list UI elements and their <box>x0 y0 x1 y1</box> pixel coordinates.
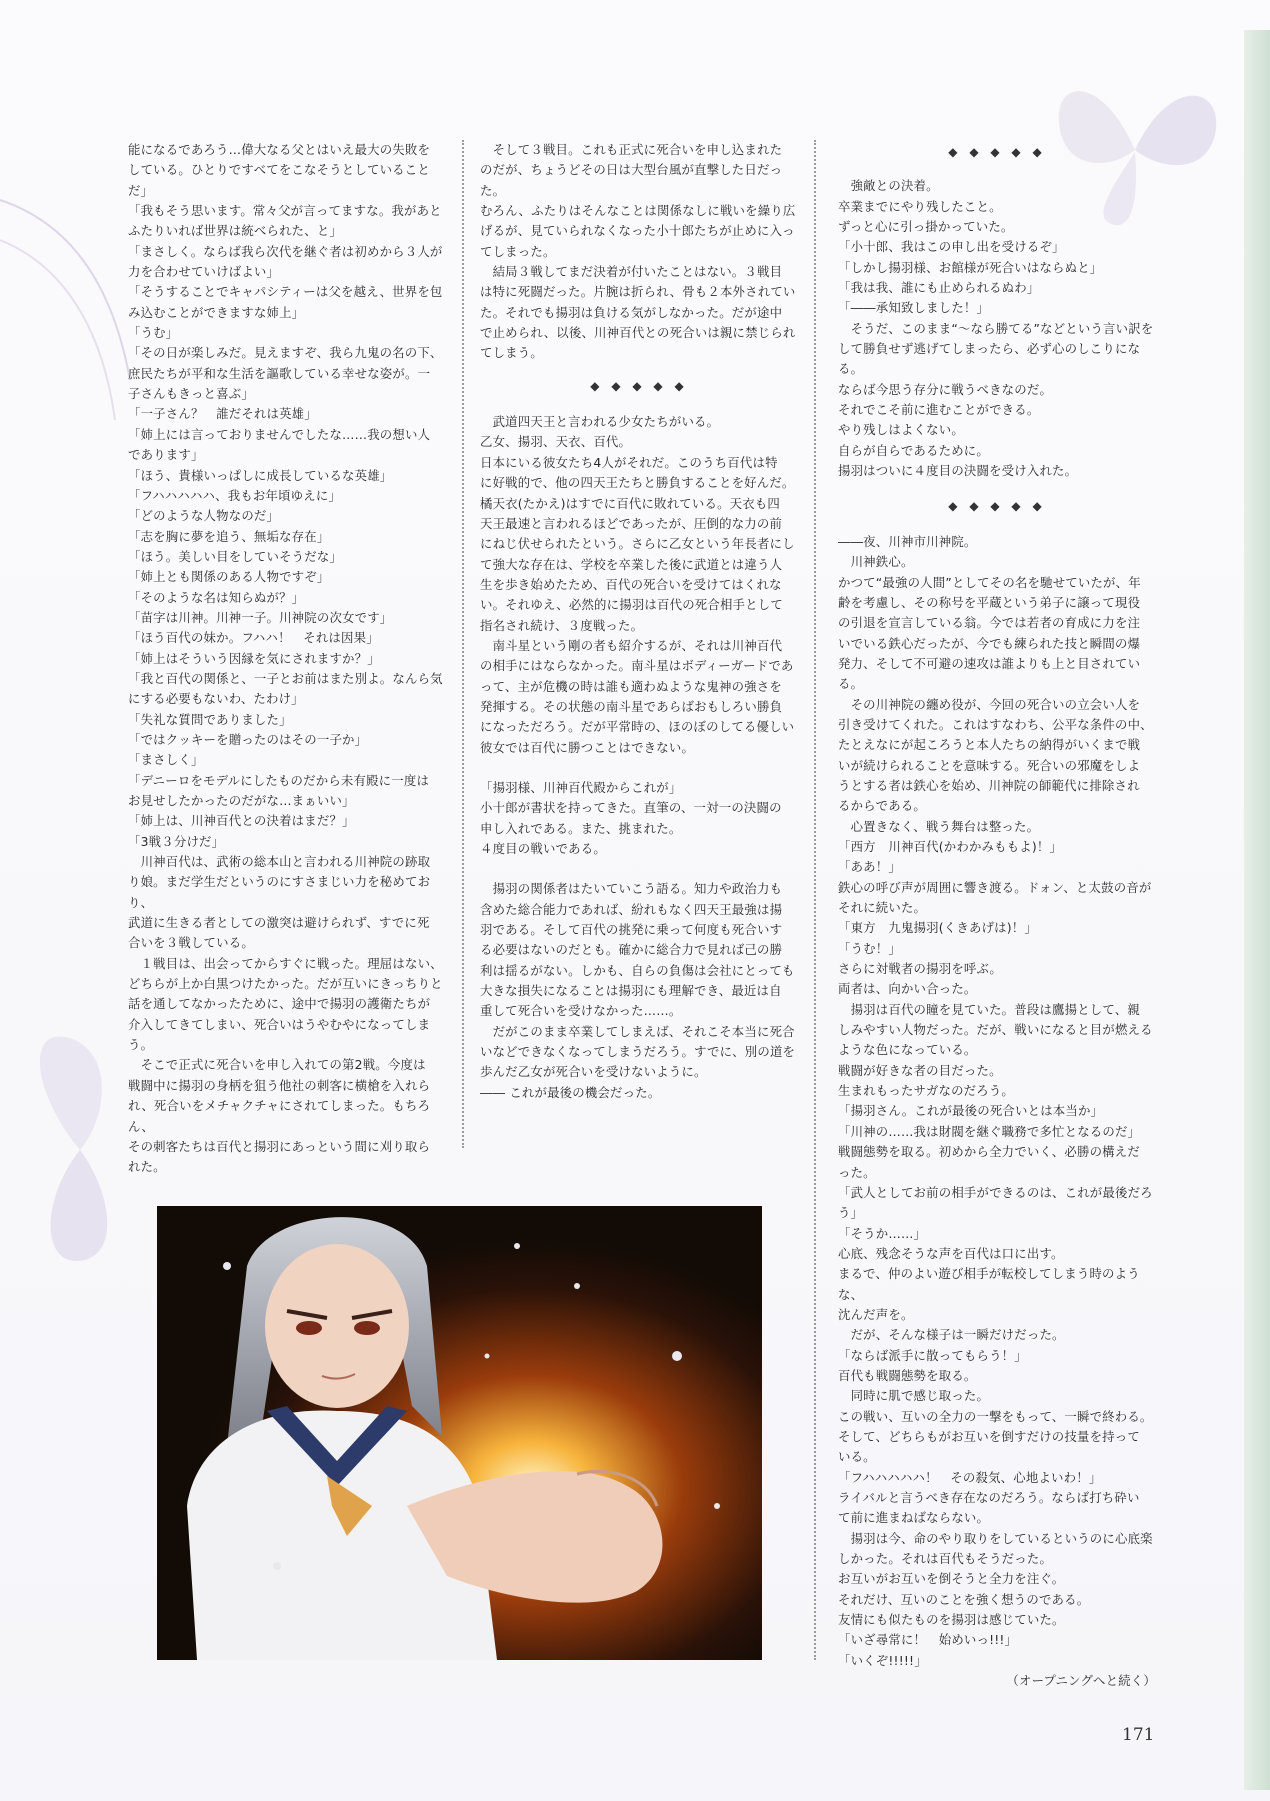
text-line: たとえなにが起ころうと本人たちの納得がいくまで戦 <box>838 737 1141 753</box>
text-line: して勝負せず逃げてしまったら、必ず心のしこりになる。 <box>838 341 1141 377</box>
text-line: １戦目は、出会ってからすぐに戦った。理屈はない、 <box>128 955 443 971</box>
text-line: 「ああ！」 <box>838 859 901 875</box>
text-line: のだが、ちょうどその日は大型台風が直撃した日だった。 <box>480 162 783 198</box>
text-line: 「我もそう思います。常々父が言ってますな。我があと <box>128 203 442 219</box>
text-line: 強敵との決着。 <box>838 178 939 194</box>
text-line: 自らが自らであるために。 <box>838 442 989 458</box>
text-line: 生まれもったサガなのだろう。 <box>838 1083 1015 1099</box>
text-line: 指名され続け、３度戦った。 <box>480 617 644 633</box>
text-line: 「3戦３分けだ」 <box>128 833 225 849</box>
text-line: 日本にいる彼女たち4人がそれだ。このうち百代は特 <box>480 454 778 470</box>
text-line: てしまった。 <box>480 243 556 259</box>
text-line: 心置きなく、戦う舞台は整った。 <box>838 818 1040 834</box>
text-line: それでこそ前に進むことができる。 <box>838 402 1040 418</box>
text-line: 武道に生きる者としての激突は避けられず、すでに死 <box>128 915 430 931</box>
text-line: 大きな損失になることは揚羽にも理解でき、最近は自 <box>480 983 782 999</box>
section-break-dots: ◆ ◆ ◆ ◆ ◆ <box>948 145 1046 159</box>
text-line: 揚羽は百代の瞳を見ていた。普段は鷹揚として、親 <box>838 1001 1140 1017</box>
text-line: 「ほう百代の妹か。フハハ！ それは因果」 <box>128 630 379 646</box>
text-line: 「いざ尋常に！ 始めいっ!!!」 <box>838 1632 1018 1648</box>
text-line: 「しかし揚羽様、お館様が死合いはならぬと」 <box>838 259 1103 275</box>
text-line: いなどできなくなってしまうだろう。すでに、別の道を <box>480 1044 796 1060</box>
text-line: 「そのような名は知らぬが？」 <box>128 589 305 605</box>
text-line: かつて“最強の人間”としてその名を馳せていたが、年 <box>838 574 1141 590</box>
text-line: ライバルと言うべき存在なのだろう。ならば打ち砕い <box>838 1490 1140 1505</box>
text-line: 結局３戦してまだ決着が付いたことはない。３戦目 <box>480 264 783 280</box>
text-line: だが、そんな様子は一瞬だけだった。 <box>838 1327 1065 1343</box>
text-line: ―― これが最後の機会だった。 <box>480 1084 661 1100</box>
text-line: 戦闘が好きな者の目だった。 <box>838 1062 1002 1078</box>
text-line: 「ほう、貴様いっぱしに成長しているな英雄」 <box>128 467 393 483</box>
text-line: そして、どちらもがお互いを倒すだけの技量を持って <box>838 1428 1140 1444</box>
text-line: 含めた総合能力であれば、紛れもなく四天王最強は揚 <box>480 901 783 917</box>
text-line: 小十郎が書状を持ってきた。直筆の、一対一の決闘の <box>480 800 782 816</box>
text-line: 武道四天王と言われる少女たちがいる。 <box>480 414 720 430</box>
text-line: 庶民たちが平和な生活を謳歌している幸せな姿が。一 <box>128 365 431 381</box>
text-line: ならば今思う存分に戦うべきなのだ。 <box>838 381 1053 397</box>
text-line: 子さんもきっと喜ぶ」 <box>128 386 254 402</box>
text-line: 「フハハハハハ！ その殺気、心地よいわ！」 <box>838 1469 1102 1485</box>
text-line: ずっと心に引っ掛かっていた。 <box>838 219 1014 235</box>
text-line: それだけ、互いのことを強く想うのである。 <box>838 1591 1090 1607</box>
text-line: 引き受けてくれた。これはすなわち、公平な条件の中、 <box>838 716 1153 732</box>
text-line: 「――承知致しました！」 <box>838 300 990 316</box>
text-line: 歩んだ乙女が死合いを受けないように。 <box>480 1064 707 1080</box>
text-line: 「西方 川神百代(かわかみももよ)！」 <box>838 839 1063 854</box>
illustration-art <box>157 1206 762 1660</box>
section-break-dots: ◆ ◆ ◆ ◆ ◆ <box>948 498 1046 513</box>
text-line: 「ならば派手に散ってもらう！」 <box>838 1347 1027 1363</box>
text-line: 「うむ！」 <box>838 940 901 956</box>
text-column-3 <box>838 142 1156 1691</box>
text-line: 南斗星という剛の者も紹介するが、それは川神百代 <box>480 637 783 653</box>
text-line: 重して死合いを受けなかった……。 <box>480 1003 682 1019</box>
text-line: 「うむ」 <box>128 325 179 341</box>
text-line: った。 <box>838 1164 876 1180</box>
section-break-dots: ◆ ◆ ◆ ◆ ◆ <box>590 378 688 393</box>
text-line <box>480 758 798 778</box>
text-line: る必要はないのだとも。確かに総合力で見れば己の勝 <box>480 942 783 958</box>
text-line: 「いくぞ!!!!!」 <box>838 1652 927 1668</box>
text-line: ――夜、川神市川神院。 <box>838 533 977 549</box>
text-line: り娘。まだ学生だというのにすさまじい力を秘めており、 <box>128 874 431 910</box>
text-line: 「東方 九鬼揚羽(くきあげは)！」 <box>838 920 1037 936</box>
text-line: 力を合わせていけばよい」 <box>128 264 280 280</box>
text-line: その川神院の纏め役が、今回の死合いの立会い人を <box>838 696 1141 712</box>
text-line: 乙女、揚羽、天衣、百代。 <box>480 434 632 450</box>
text-line: 川神百代は、武術の総本山と言われる川神院の跡取 <box>128 854 431 870</box>
text-line: 「武人としてお前の相手ができるのは、これが最後だろう」 <box>838 1184 1153 1221</box>
text-line: って、主が危機の時は誰も適わぬような鬼神の強さを <box>480 678 782 694</box>
text-line: に好戦的で、他の四天王たちと勝負することを好んだ。 <box>480 475 795 491</box>
text-line: 「小十郎、我はこの申し出を受けるぞ」 <box>838 239 1065 255</box>
text-line: 沈んだ声を。 <box>838 1306 914 1322</box>
text-line: 同時に肌で感じ取った。 <box>838 1388 990 1404</box>
text-line: 「デニーロをモデルにしたものだから未有殿に一度は <box>128 772 430 788</box>
text-line: 「志を胸に夢を追う、無垢な存在」 <box>128 528 330 544</box>
text-line: い。それゆえ、必然的に揚羽は百代の死合相手として <box>480 597 783 613</box>
text-line: 川神鉄心。 <box>838 554 914 570</box>
text-line: やり残しはよくない。 <box>838 422 964 438</box>
text-line: 百代も戦闘態勢を取る。 <box>838 1367 977 1383</box>
text-line: 「失礼な質問でありました」 <box>128 711 292 727</box>
text-line: 「姉上はそういう因縁を気にされますか？」 <box>128 650 380 666</box>
text-line: 「その日が楽しみだ。見えますぞ、我ら九鬼の名の下、 <box>128 345 443 361</box>
swoosh-lines-decoration <box>0 180 140 440</box>
text-line: 合いを３戦している。 <box>128 935 254 951</box>
text-line: 生を歩き始めたため、百代の死合いを受けてはくれな <box>480 576 782 592</box>
text-line: て前に進まねばならない。 <box>838 1510 990 1526</box>
text-line: その刺客たちは百代と揚羽にあっという間に刈り取ら <box>128 1138 431 1154</box>
text-line: 橘天衣(たかえ)はすでに百代に敗れている。天衣も四 <box>480 495 781 511</box>
text-line: 心底、残念そうな声を百代は口に出す。 <box>838 1245 1064 1261</box>
text-line: 利は揺るがない。しかも、自らの負傷は会社にとっても <box>480 962 795 978</box>
text-line: いが続けられることを意味する。死合いの邪魔をしよ <box>838 757 1141 773</box>
text-line: み込むことができますな姉上」 <box>128 304 305 320</box>
text-line: 「川神の……我は財閥を継ぐ職務で多忙となるのだ」 <box>838 1123 1141 1139</box>
text-line: 彼女では百代に勝つことはできない。 <box>480 739 695 755</box>
text-line: てしまう。 <box>480 345 543 361</box>
text-line: そして３戦目。これも正式に死合いを申し込まれた <box>480 142 783 157</box>
text-line: 「まさしく」 <box>128 752 204 768</box>
text-line: 鉄心の呼び声が周囲に響き渡る。ドォン、と太鼓の音が <box>838 879 1152 895</box>
text-line: た。それでも揚羽は負ける気がしなかった。だが途中 <box>480 304 783 320</box>
text-line: 「揚羽様、川神百代殿からこれが」 <box>480 779 682 795</box>
text-line: 「そうすることでキャパシティーは父を越え、世界を包 <box>128 284 443 300</box>
text-line: 話を通してなかったために、途中で揚羽の護衛たちが <box>128 996 431 1012</box>
text-line: 戦闘中に揚羽の身柄を狙う他社の刺客に横槍を入れら <box>128 1077 431 1093</box>
text-line: の引退を宣言している翁。今では若者の育成に力を注 <box>838 615 1141 631</box>
text-line: いでいる鉄心だったが、今でも練られた技と瞬間の爆 <box>838 635 1141 651</box>
text-line: であります」 <box>128 447 204 463</box>
text-line: 介入してきてしまい、死合いはうやむやになってしまう。 <box>128 1016 431 1053</box>
text-line: の相手にはならなかった。南斗星はボディーガードであ <box>480 658 794 674</box>
text-column-2 <box>480 140 798 1103</box>
text-line: 揚羽は今、命のやり取りをしているというのに心底楽 <box>838 1530 1153 1546</box>
text-line: 「フハハハハハ、我もお年頃ゆえに」 <box>128 487 342 503</box>
text-line: 戦闘態勢を取る。初めから全力でいく、必勝の構えだ <box>838 1144 1140 1160</box>
text-line: 「どのような人物なのだ」 <box>128 508 280 524</box>
text-line: で止められ、以後、川神百代との死合いは親に禁じられ <box>480 325 796 341</box>
text-line: にねじ伏せられたという。さらに乙女という年長者にし <box>480 536 795 552</box>
text-line: だがこのまま卒業してしまえば、それこそ本当に死合 <box>480 1023 795 1039</box>
text-line: 「姉上には言っておりませんでしたな……我の想い人 <box>128 426 431 442</box>
text-line: れた。 <box>128 1159 166 1175</box>
text-line: 齢を考慮し、その称号を平蔵という弟子に譲って現役 <box>838 594 1141 610</box>
text-line: この戦い、互いの全力の一撃をもって、一瞬で終わる。 <box>838 1408 1153 1424</box>
column-divider-1 <box>462 140 464 1148</box>
column-divider-2 <box>814 140 816 1660</box>
text-line: 天王最速と言われるほどであったが、圧倒的な力の前 <box>480 515 783 531</box>
text-line: どちらが上か白黒つけたかった。だが互いにきっちりと <box>128 976 443 992</box>
text-line: ４度目の戦いである。 <box>480 841 606 856</box>
text-line: は特に死闘だった。片腕は折られ、骨も２本外されてい <box>480 284 796 300</box>
text-line: る。 <box>838 676 864 692</box>
text-column-1 <box>128 140 446 1178</box>
page-number: 171 <box>1122 1725 1155 1745</box>
text-line: そうだ、このまま“～なら勝てる”などという言い訳を <box>838 320 1154 336</box>
text-line: るからである。 <box>838 798 927 814</box>
text-line: 羽である。そして百代の挑発に乗って何度も死合いす <box>480 922 783 938</box>
text-line: いる。 <box>838 1449 876 1465</box>
text-line: 「まさしく。ならば我ら次代を継ぐ者は初めから３人が <box>128 243 443 259</box>
text-line: それに続いた。 <box>838 900 927 916</box>
text-line: 申し入れである。また、挑まれた。 <box>480 820 682 836</box>
text-line: 「ではクッキーを贈ったのはその一子か」 <box>128 731 368 747</box>
text-line: て強大な存在は、学校を卒業した後に武道とは違う人 <box>480 556 783 572</box>
text-line: になっただろう。だが平常時の、ほのぼのしてる優しい <box>480 719 795 735</box>
text-line: お互いがお互いを倒そうと全力を注ぐ。 <box>838 1571 1065 1587</box>
text-line: 揚羽はついに４度目の決闘を受け入れた。 <box>838 463 1078 479</box>
page-edge-strip <box>1244 30 1270 1790</box>
text-line: まるで、仲のよい遊び相手が転校してしまう時のような、 <box>838 1266 1140 1302</box>
text-line: 「苗字は川神。川神一子。川神院の次女です」 <box>128 609 393 625</box>
text-line: 発揮する。その状態の南斗星であらばおもしろい勝負 <box>480 698 783 714</box>
text-line <box>480 859 798 879</box>
text-line: にする必要もないわ、たわけ」 <box>128 691 304 707</box>
text-line: ふたりいれば世界は統べられた、と」 <box>128 223 343 239</box>
text-line: しみやすい人物だった。だが、戦いになると目が燃える <box>838 1022 1153 1038</box>
text-line: 「揚羽さん。これが最後の死合いとは本当か」 <box>838 1103 1104 1119</box>
text-line: げるが、見ていられなくなった小十郎たちが止めに入っ <box>480 223 795 239</box>
text-line: さらに対戦者の揚羽を呼ぶ。 <box>838 961 1002 977</box>
text-line: 発力、そして不可避の速攻は誰よりも上と目されてい <box>838 655 1141 671</box>
text-line: お見せしたかったのだがな…まぁいい」 <box>128 793 355 808</box>
text-line: 「姉上は、川神百代との決着はまだ？」 <box>128 813 355 829</box>
text-line: 友情にも似たものを揚羽は感じていた。 <box>838 1612 1065 1628</box>
text-line: しかった。それは百代もそうだった。 <box>838 1551 1053 1567</box>
continued-note: （オープニングへと続く） <box>1006 1673 1156 1689</box>
text-line: れ、死合いをメチャクチャにされてしまった。もちろん、 <box>128 1098 431 1134</box>
text-line: そこで正式に死合いを申し入れての第2戦。今度は <box>128 1057 426 1073</box>
text-line: むろん、ふたりはそんなことは関係なしに戦いを繰り広 <box>480 203 796 219</box>
text-line: 両者は、向かい合った。 <box>838 981 977 997</box>
character-illustration <box>157 1206 762 1660</box>
text-line: している。ひとりですべてをこなそうとしていることだ」 <box>128 162 430 198</box>
text-line: 「そうか……」 <box>838 1225 927 1241</box>
text-line: 卒業までにやり残したこと。 <box>838 198 1002 214</box>
text-line: 「我は我、誰にも止められるぬわ」 <box>838 280 1040 296</box>
text-line: 揚羽の関係者はたいていこう語る。知力や政治力も <box>480 881 783 897</box>
text-line: 「一子さん？ 誰だそれは英雄」 <box>128 406 317 422</box>
text-line: 「ほう。美しい目をしていそうだな」 <box>128 548 343 564</box>
text-line: ような色になっている。 <box>838 1042 977 1058</box>
text-line: 能になるであろう…偉大なる父とはいえ最大の失敗を <box>128 142 431 157</box>
text-line: 「姉上とも関係のある人物ですぞ」 <box>128 569 330 585</box>
text-line: うとする者は鉄心を始め、川神院の師範代に排除され <box>838 777 1140 793</box>
text-line: 「我と百代の関係と、一子とお前はまた別よ。なんら気 <box>128 670 443 686</box>
